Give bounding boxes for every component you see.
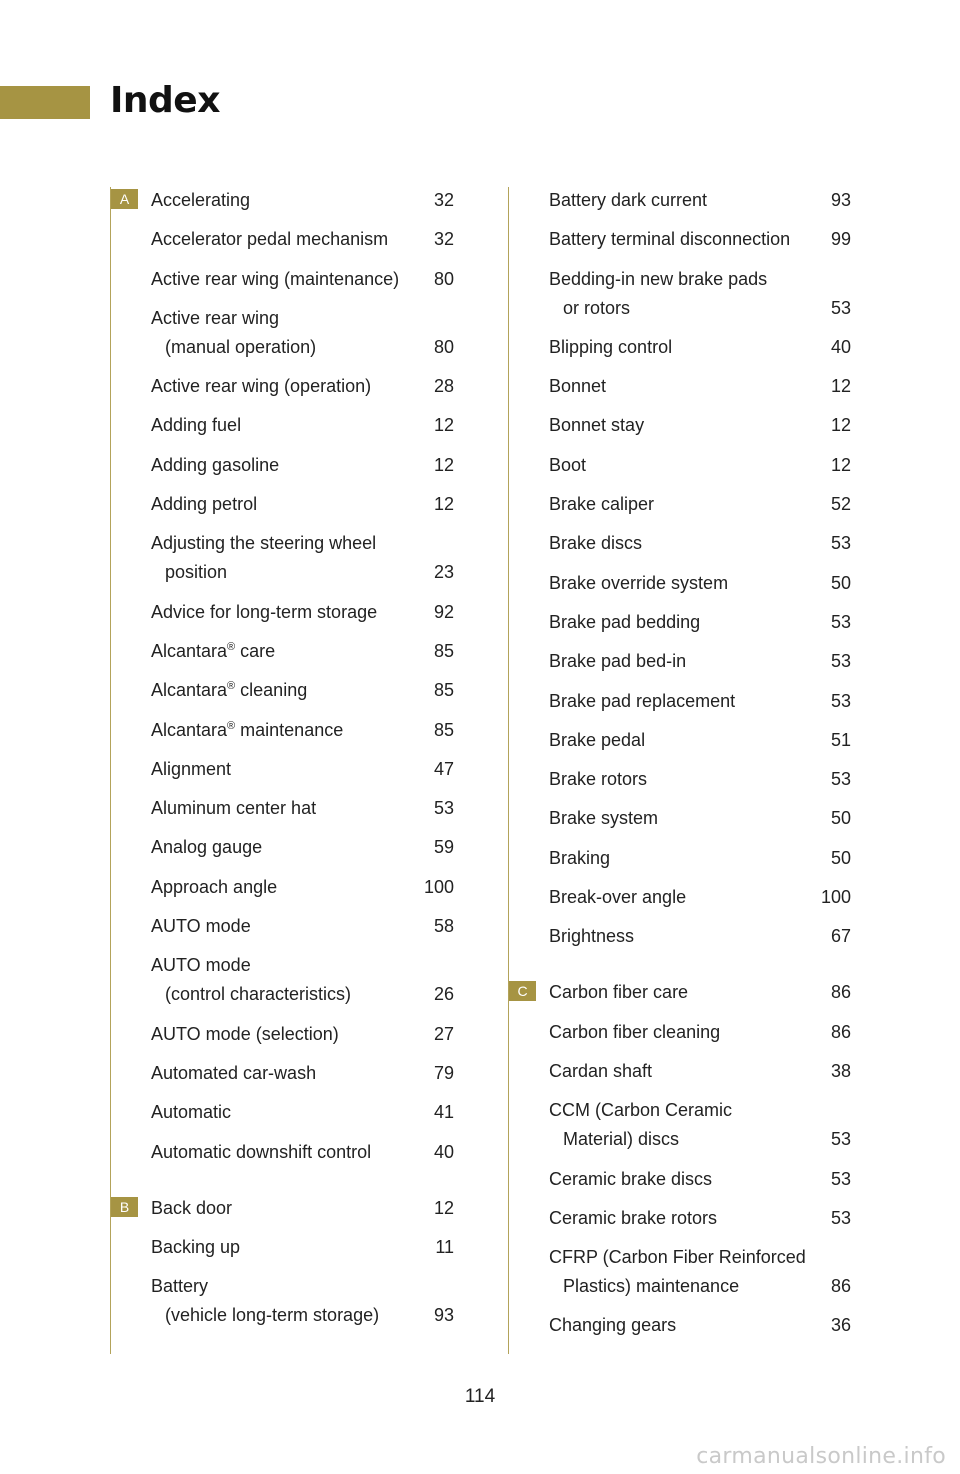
entry-term-continuation: Plastics) maintenance — [563, 1276, 740, 1297]
entry-term — [151, 226, 454, 251]
index-entry — [111, 412, 454, 437]
index-entry — [509, 766, 851, 791]
entry-page-number: 51 — [830, 729, 851, 750]
entry-page-number: 12 — [433, 454, 454, 475]
entry-term — [151, 913, 454, 938]
entry-page-number: 86 — [830, 1276, 851, 1297]
entry-page-number: 11 — [435, 1236, 454, 1257]
entry-term — [151, 187, 454, 212]
entry-term-text: Adding fuel — [151, 415, 242, 436]
entry-term — [549, 1097, 851, 1122]
entry-page-number: 53 — [830, 1129, 851, 1150]
entry-term-continuation: (control characteristics) — [165, 984, 352, 1005]
entry-term — [151, 1139, 454, 1164]
entry-term-text: Brightness — [549, 926, 635, 947]
entry-page-number: 67 — [830, 926, 851, 947]
entry-term-text: AUTO mode — [151, 955, 251, 976]
entry-term-text: Blipping control — [549, 336, 673, 357]
index-entry — [509, 452, 851, 477]
entry-term — [151, 491, 454, 516]
entry-page-number: 32 — [433, 190, 454, 210]
entry-term — [151, 717, 454, 742]
entry-term-text: Brake pad replacement — [549, 690, 736, 711]
index-entry — [111, 874, 454, 899]
entry-term-text: Analog gauge — [151, 837, 263, 858]
index-entry — [111, 795, 454, 820]
index-entry — [509, 884, 851, 909]
index-entry — [111, 756, 454, 781]
index-entry — [111, 599, 454, 624]
entry-term-text: Adding petrol — [151, 494, 258, 515]
entry-term — [151, 599, 454, 624]
index-entry — [111, 1139, 454, 1164]
entry-page-number: 23 — [433, 562, 454, 583]
entry-page-number: 100 — [820, 887, 851, 908]
entry-term-text: Advice for long-term storage — [151, 601, 378, 622]
index-entry — [509, 727, 851, 752]
entry-term — [151, 1099, 454, 1124]
entry-term — [549, 1244, 851, 1269]
entry-term-text: Adding gasoline — [151, 454, 280, 475]
entry-page-number: 52 — [830, 494, 851, 515]
section-letter-badge: B — [111, 1197, 138, 1217]
index-entry — [509, 412, 851, 437]
entry-page-number: 12 — [830, 376, 851, 397]
entry-term-text: Brake caliper — [549, 494, 655, 515]
index-entry — [509, 491, 851, 516]
entry-page-number: 93 — [830, 190, 851, 210]
index-entry — [509, 530, 851, 555]
index-entry — [111, 677, 454, 702]
entry-term — [549, 334, 851, 359]
entry-page-number: 12 — [830, 454, 851, 475]
entry-term-text: Alcantara — [151, 680, 228, 701]
entry-term-text: Battery dark current — [549, 190, 708, 210]
entry-term — [549, 845, 851, 870]
entry-page-number: 38 — [830, 1060, 851, 1081]
index-entry — [111, 187, 454, 212]
entry-page-number: 53 — [830, 1168, 851, 1189]
entry-term-text: Alignment — [151, 758, 232, 779]
index-entry — [111, 638, 454, 663]
entry-term — [151, 452, 454, 477]
entry-term-text: Adjusting the steering wheel — [151, 533, 377, 554]
entry-term — [549, 648, 851, 673]
entry-term-continuation: (vehicle long-term storage) — [165, 1305, 380, 1326]
index-entry — [509, 845, 851, 870]
entry-page-number: 85 — [433, 680, 454, 701]
index-section — [509, 979, 851, 1337]
entry-term — [549, 1205, 851, 1230]
entry-term — [549, 766, 851, 791]
entry-term — [151, 1273, 454, 1298]
index-column-left — [110, 187, 454, 1354]
entry-term-text: Automatic — [151, 1102, 232, 1123]
entry-term-text: AUTO mode (selection) — [151, 1023, 339, 1044]
entry-page-number: 36 — [830, 1315, 851, 1336]
index-entry — [509, 805, 851, 830]
entry-term-text: Active rear wing (maintenance) — [151, 268, 400, 289]
entry-page-number: 79 — [433, 1062, 454, 1083]
entry-term-text: Accelerator pedal mechanism — [151, 229, 389, 250]
index-entry — [509, 570, 851, 595]
entry-term-continuation: position — [165, 562, 228, 583]
entry-term — [151, 1060, 454, 1085]
index-entry — [111, 834, 454, 859]
index-entry — [509, 187, 851, 212]
entry-page-number: 27 — [433, 1023, 454, 1044]
entry-page-number: 85 — [433, 719, 454, 740]
entry-page-number: 58 — [433, 916, 454, 937]
entry-term — [549, 530, 851, 555]
index-entry — [111, 1234, 454, 1259]
entry-term — [549, 1058, 851, 1083]
index-entry — [509, 1019, 851, 1044]
entry-term-text: Carbon fiber cleaning — [549, 1021, 721, 1042]
index-entry — [509, 373, 851, 398]
entry-term — [549, 1312, 851, 1337]
entry-page-number: 53 — [830, 1207, 851, 1228]
index-entry — [509, 1166, 851, 1191]
entry-term-suffix: care — [235, 640, 276, 661]
entry-page-number: 80 — [433, 268, 454, 289]
index-entry — [509, 1205, 851, 1230]
index-entry — [111, 913, 454, 938]
index-entry — [509, 923, 851, 948]
entry-term-text: Aluminum center hat — [151, 798, 317, 819]
entry-term — [549, 187, 851, 212]
entry-term — [549, 1166, 851, 1191]
index-entry — [509, 1244, 851, 1298]
entry-term-text: Cardan shaft — [549, 1060, 653, 1081]
index-entry — [111, 952, 454, 1006]
entry-page-number: 86 — [830, 982, 851, 1003]
entry-term-text: CFRP (Carbon Fiber Reinforced — [549, 1247, 806, 1268]
entry-term — [549, 979, 851, 1004]
entry-page-number: 40 — [433, 1141, 454, 1162]
entry-page-number: 12 — [433, 1197, 454, 1218]
index-entry — [111, 1060, 454, 1085]
entry-term — [151, 834, 454, 859]
entry-term — [549, 884, 851, 909]
index-entry — [509, 648, 851, 673]
entry-page-number: 26 — [433, 984, 454, 1005]
entry-term-text: Brake discs — [549, 533, 643, 554]
entry-term — [549, 688, 851, 713]
entry-term-text: Brake pad bedding — [549, 611, 701, 632]
index-entry — [111, 1273, 454, 1327]
entry-page-number: 99 — [830, 229, 851, 250]
entry-term-text: Alcantara — [151, 640, 228, 661]
entry-page-number: 100 — [423, 876, 454, 897]
index-entry — [111, 452, 454, 477]
entry-term-text: Active rear wing — [151, 307, 280, 328]
entry-page-number: 50 — [830, 572, 851, 593]
entry-term — [151, 952, 454, 977]
index-column-right — [508, 187, 851, 1354]
entry-term-text: Brake system — [549, 808, 659, 829]
index-entry — [111, 530, 454, 584]
entry-term-text: Backing up — [151, 1236, 241, 1257]
entry-term-suffix: cleaning — [235, 680, 308, 701]
entry-term — [151, 1021, 454, 1046]
entry-term-text: AUTO mode — [151, 916, 251, 937]
index-entry — [509, 609, 851, 634]
entry-term-text: Braking — [549, 847, 611, 868]
entry-term-text: Bonnet stay — [549, 415, 645, 436]
entry-page-number: 53 — [830, 297, 851, 318]
entry-term-text: Boot — [549, 454, 587, 475]
index-entry — [509, 334, 851, 359]
index-section — [509, 187, 851, 948]
entry-page-number: 53 — [830, 690, 851, 711]
entry-term-text: Accelerating — [151, 190, 251, 210]
entry-term — [151, 1195, 454, 1220]
section-letter-badge: C — [509, 981, 536, 1001]
entry-term-text: Automatic downshift control — [151, 1141, 372, 1162]
entry-term — [549, 609, 851, 634]
index-entry — [111, 373, 454, 398]
index-entry — [509, 688, 851, 713]
entry-page-number: 40 — [830, 336, 851, 357]
index-entry — [111, 1195, 454, 1220]
entry-term — [549, 412, 851, 437]
entry-page-number: 12 — [433, 494, 454, 515]
entry-term-continuation: Material) discs — [563, 1129, 680, 1150]
registered-mark: ® — [227, 719, 236, 732]
entry-term-text: Approach angle — [151, 876, 278, 897]
entry-term — [151, 638, 454, 663]
entry-term-text: Break-over angle — [549, 887, 687, 908]
entry-term-text: Brake rotors — [549, 769, 648, 790]
entry-page-number: 12 — [830, 415, 851, 436]
entry-page-number: 80 — [433, 336, 454, 357]
entry-page-number: 53 — [830, 651, 851, 672]
watermark: carmanualsonline.info — [696, 1444, 946, 1469]
entry-term — [151, 795, 454, 820]
entry-term — [549, 373, 851, 398]
section-letter-badge: A — [111, 189, 138, 209]
page-number: 114 — [464, 1386, 496, 1407]
entry-term — [549, 570, 851, 595]
entry-term-text: Carbon fiber care — [549, 982, 689, 1003]
index-entry — [111, 717, 454, 742]
index-entry — [509, 1058, 851, 1083]
entry-term-text: Battery — [151, 1276, 209, 1297]
entry-term-text: Brake pedal — [549, 729, 646, 750]
index-entry — [111, 266, 454, 291]
entry-term-continuation: (manual operation) — [165, 336, 317, 357]
entry-term-text: Brake override system — [549, 572, 729, 593]
entry-term-text: CCM (Carbon Ceramic — [549, 1100, 733, 1121]
index-entry — [111, 491, 454, 516]
entry-term-suffix: maintenance — [235, 719, 344, 740]
entry-page-number: 93 — [433, 1305, 454, 1326]
entry-term-text: Active rear wing (operation) — [151, 376, 372, 397]
entry-term — [151, 373, 454, 398]
entry-term — [549, 226, 851, 251]
index-entry — [111, 1099, 454, 1124]
index-entry — [509, 1312, 851, 1337]
entry-term — [151, 412, 454, 437]
entry-term-text: Automated car-wash — [151, 1062, 317, 1083]
index-section — [111, 187, 454, 1164]
entry-term — [549, 452, 851, 477]
entry-page-number: 50 — [830, 847, 851, 868]
entry-term — [549, 805, 851, 830]
index-entry — [509, 1097, 851, 1151]
entry-page-number: 53 — [830, 769, 851, 790]
entry-term-text: Ceramic brake rotors — [549, 1207, 718, 1228]
header-accent-bar — [0, 86, 90, 119]
entry-page-number: 59 — [433, 837, 454, 858]
entry-term-text: Back door — [151, 1197, 233, 1218]
page-title: Index — [110, 80, 220, 121]
entry-page-number: 53 — [830, 611, 851, 632]
entry-term — [151, 305, 454, 330]
entry-page-number: 41 — [433, 1102, 454, 1123]
entry-term-text: Changing gears — [549, 1315, 677, 1336]
entry-page-number: 50 — [830, 808, 851, 829]
entry-page-number: 85 — [433, 640, 454, 661]
entry-term-text: Alcantara — [151, 719, 228, 740]
entry-term — [151, 677, 454, 702]
index-entry — [111, 305, 454, 359]
entry-term — [151, 530, 454, 555]
entry-page-number: 53 — [433, 798, 454, 819]
entry-page-number: 12 — [433, 415, 454, 436]
entry-term-text: Bedding-in new brake pads — [549, 268, 768, 289]
entry-page-number: 92 — [433, 601, 454, 622]
entry-term — [549, 727, 851, 752]
entry-term — [549, 266, 851, 291]
index-entry — [111, 1021, 454, 1046]
entry-term — [549, 491, 851, 516]
entry-term-continuation: or rotors — [563, 297, 631, 318]
index-section — [111, 1195, 454, 1328]
entry-term — [151, 756, 454, 781]
entry-term-text: Battery terminal disconnection — [549, 229, 791, 250]
entry-term — [549, 1019, 851, 1044]
entry-term-text: Ceramic brake discs — [549, 1168, 713, 1189]
index-entry — [111, 226, 454, 251]
entry-term — [151, 1234, 454, 1259]
registered-mark: ® — [227, 680, 236, 693]
entry-page-number: 32 — [433, 229, 454, 250]
registered-mark: ® — [227, 640, 236, 653]
index-entry — [509, 979, 851, 1004]
index-entry — [509, 266, 851, 320]
entry-page-number: 47 — [433, 758, 454, 779]
entry-term — [151, 874, 454, 899]
entry-page-number: 53 — [830, 533, 851, 554]
entry-term-text: Bonnet — [549, 376, 607, 397]
entry-term — [151, 266, 454, 291]
entry-term-text: Brake pad bed-in — [549, 651, 687, 672]
entry-term — [549, 923, 851, 948]
index-entry — [509, 226, 851, 251]
entry-page-number: 28 — [433, 376, 454, 397]
entry-page-number: 86 — [830, 1021, 851, 1042]
